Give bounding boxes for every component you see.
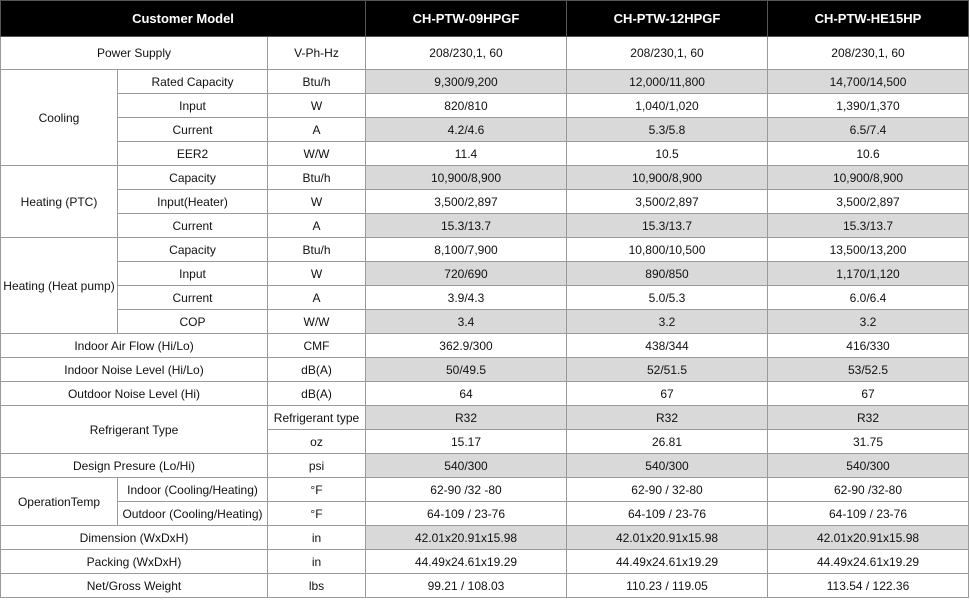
table-row (1, 310, 969, 334)
value-cell: 1,170/1,120 (768, 262, 969, 286)
value-cell: 890/850 (567, 262, 768, 286)
value-cell: 62-90 /32 -80 (366, 478, 567, 502)
unit-cell: °F (268, 478, 366, 502)
row-label: Design Presure (Lo/Hi) (1, 454, 268, 478)
table-row (1, 286, 969, 310)
value-cell: 99.21 / 108.03 (366, 574, 567, 598)
table-row (1, 166, 969, 190)
row-label: COP (118, 310, 268, 334)
power-supply-label: Power Supply (1, 37, 268, 70)
operation-temp-group-label: OperationTemp (1, 478, 118, 526)
value-cell: 110.23 / 119.05 (567, 574, 768, 598)
row-label: Rated Capacity (118, 70, 268, 94)
unit-cell: A (268, 214, 366, 238)
value-cell: 44.49x24.61x19.29 (567, 550, 768, 574)
value-cell: 3.2 (567, 310, 768, 334)
unit-cell: in (268, 526, 366, 550)
unit-cell: psi (268, 454, 366, 478)
value-cell: 208/230,1, 60 (567, 37, 768, 70)
unit-cell: W/W (268, 142, 366, 166)
table-row (1, 382, 969, 406)
value-cell: 64-109 / 23-76 (366, 502, 567, 526)
row-label: Current (118, 214, 268, 238)
value-cell: 3.9/4.3 (366, 286, 567, 310)
table-row (1, 526, 969, 550)
value-cell: 52/51.5 (567, 358, 768, 382)
value-cell: 10,800/10,500 (567, 238, 768, 262)
unit-cell: CMF (268, 334, 366, 358)
value-cell: 42.01x20.91x15.98 (768, 526, 969, 550)
value-cell: 720/690 (366, 262, 567, 286)
value-cell: 10.5 (567, 142, 768, 166)
value-cell: 3.4 (366, 310, 567, 334)
value-cell: 3,500/2,897 (768, 190, 969, 214)
unit-cell: Refrigerant type (268, 406, 366, 430)
unit-cell: in (268, 550, 366, 574)
value-cell: 64-109 / 23-76 (768, 502, 969, 526)
value-cell: 15.17 (366, 430, 567, 454)
value-cell: 31.75 (768, 430, 969, 454)
table-row (1, 550, 969, 574)
table-row (1, 358, 969, 382)
value-cell: 540/300 (768, 454, 969, 478)
table-row (1, 70, 969, 94)
table-row (1, 262, 969, 286)
value-cell: 10.6 (768, 142, 969, 166)
value-cell: 3,500/2,897 (567, 190, 768, 214)
value-cell: 64-109 / 23-76 (567, 502, 768, 526)
refrigerant-group-label: Refrigerant Type (1, 406, 268, 454)
row-label: Outdoor (Cooling/Heating) (118, 502, 268, 526)
row-label: Current (118, 286, 268, 310)
table-row (1, 214, 969, 238)
customer-model-header: Customer Model (1, 1, 366, 37)
value-cell: 438/344 (567, 334, 768, 358)
row-label: Input (118, 262, 268, 286)
unit-cell: dB(A) (268, 358, 366, 382)
unit-cell: W (268, 262, 366, 286)
row-label: Current (118, 118, 268, 142)
row-label: EER2 (118, 142, 268, 166)
unit-cell: W (268, 94, 366, 118)
value-cell: 62-90 / 32-80 (567, 478, 768, 502)
value-cell: 14,700/14,500 (768, 70, 969, 94)
unit-cell: A (268, 286, 366, 310)
value-cell: 62-90 /32-80 (768, 478, 969, 502)
unit-cell: lbs (268, 574, 366, 598)
row-label: Indoor Noise Level (Hi/Lo) (1, 358, 268, 382)
unit-cell: W/W (268, 310, 366, 334)
value-cell: 15.3/13.7 (567, 214, 768, 238)
row-label: Input (118, 94, 268, 118)
value-cell: 12,000/11,800 (567, 70, 768, 94)
value-cell: 67 (567, 382, 768, 406)
unit-cell: dB(A) (268, 382, 366, 406)
table-row (1, 478, 969, 502)
table-row (1, 334, 969, 358)
table-row (1, 142, 969, 166)
row-label: Capacity (118, 166, 268, 190)
value-cell: 10,900/8,900 (768, 166, 969, 190)
unit-cell: oz (268, 430, 366, 454)
row-label: Packing (WxDxH) (1, 550, 268, 574)
value-cell: 67 (768, 382, 969, 406)
table-row (1, 37, 969, 70)
table-row (1, 94, 969, 118)
value-cell: 540/300 (567, 454, 768, 478)
cooling-group-label: Cooling (1, 70, 118, 166)
value-cell: 5.3/5.8 (567, 118, 768, 142)
value-cell: 1,390/1,370 (768, 94, 969, 118)
value-cell: 26.81 (567, 430, 768, 454)
value-cell: 6.5/7.4 (768, 118, 969, 142)
table-row (1, 190, 969, 214)
value-cell: 10,900/8,900 (567, 166, 768, 190)
value-cell: 44.49x24.61x19.29 (768, 550, 969, 574)
value-cell: 42.01x20.91x15.98 (366, 526, 567, 550)
value-cell: 44.49x24.61x19.29 (366, 550, 567, 574)
value-cell: 10,900/8,900 (366, 166, 567, 190)
header-row (1, 1, 969, 37)
value-cell: 3.2 (768, 310, 969, 334)
value-cell: 416/330 (768, 334, 969, 358)
table-row (1, 454, 969, 478)
model-header-2: CH-PTW-12HPGF (567, 1, 768, 37)
value-cell: 3,500/2,897 (366, 190, 567, 214)
value-cell: 208/230,1, 60 (366, 37, 567, 70)
row-label: Capacity (118, 238, 268, 262)
table-row (1, 502, 969, 526)
value-cell: 540/300 (366, 454, 567, 478)
heating-ptc-group-label: Heating (PTC) (1, 166, 118, 238)
unit-cell: W (268, 190, 366, 214)
unit-cell: Btu/h (268, 166, 366, 190)
value-cell: 820/810 (366, 94, 567, 118)
unit-cell: Btu/h (268, 70, 366, 94)
value-cell: 362.9/300 (366, 334, 567, 358)
row-label: Indoor Air Flow (Hi/Lo) (1, 334, 268, 358)
value-cell: 113.54 / 122.36 (768, 574, 969, 598)
table-row (1, 118, 969, 142)
value-cell: 4.2/4.6 (366, 118, 567, 142)
value-cell: 9,300/9,200 (366, 70, 567, 94)
unit-cell: A (268, 118, 366, 142)
row-label: Outdoor Noise Level (Hi) (1, 382, 268, 406)
table-row (1, 406, 969, 430)
value-cell: 8,100/7,900 (366, 238, 567, 262)
value-cell: 15.3/13.7 (768, 214, 969, 238)
row-label: Indoor (Cooling/Heating) (118, 478, 268, 502)
value-cell: R32 (768, 406, 969, 430)
value-cell: 42.01x20.91x15.98 (567, 526, 768, 550)
row-label: Net/Gross Weight (1, 574, 268, 598)
value-cell: 208/230,1, 60 (768, 37, 969, 70)
value-cell: R32 (567, 406, 768, 430)
unit-cell: °F (268, 502, 366, 526)
value-cell: 6.0/6.4 (768, 286, 969, 310)
row-label: Dimension (WxDxH) (1, 526, 268, 550)
table-row (1, 574, 969, 598)
table-row (1, 238, 969, 262)
value-cell: 1,040/1,020 (567, 94, 768, 118)
model-header-1: CH-PTW-09HPGF (366, 1, 567, 37)
unit-cell: Btu/h (268, 238, 366, 262)
value-cell: 53/52.5 (768, 358, 969, 382)
value-cell: 5.0/5.3 (567, 286, 768, 310)
value-cell: 13,500/13,200 (768, 238, 969, 262)
value-cell: 11.4 (366, 142, 567, 166)
value-cell: 50/49.5 (366, 358, 567, 382)
value-cell: 64 (366, 382, 567, 406)
value-cell: 15.3/13.7 (366, 214, 567, 238)
value-cell: R32 (366, 406, 567, 430)
unit-cell: V-Ph-Hz (268, 37, 366, 70)
heating-hp-group-label: Heating (Heat pump) (1, 238, 118, 334)
model-header-3: CH-PTW-HE15HP (768, 1, 969, 37)
row-label: Input(Heater) (118, 190, 268, 214)
